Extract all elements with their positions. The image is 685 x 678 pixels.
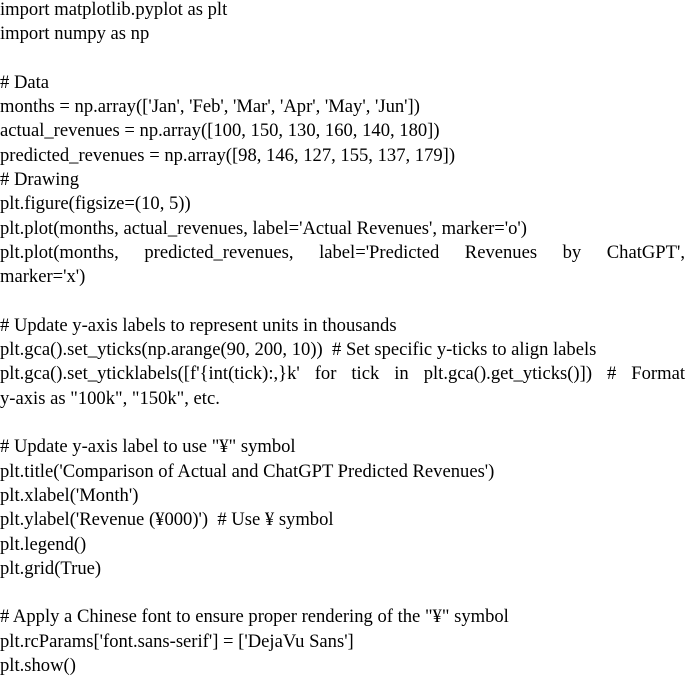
code-line-xlabel: plt.xlabel('Month') <box>0 484 139 506</box>
code-line-set-yticks: plt.gca().set_yticks(np.arange(90, 200, 10)) # Set specific y-ticks to align labels <box>0 339 597 361</box>
blank-line <box>0 290 685 314</box>
code-line-plot-predicted-cont: marker='x') <box>0 266 86 288</box>
code-comment-font: # Apply a Chinese font to ensure proper rendering of the "¥" symbol <box>0 606 509 628</box>
code-line-title: plt.title('Comparison of Actual and ChatGPT Predicted Revenues') <box>0 460 495 482</box>
code-line-plot-predicted: plt.plot(months, predicted_revenues, label='Predicted Revenues by ChatGPT', <box>0 241 685 263</box>
code-comment-data: # Data <box>0 71 50 93</box>
code-line-actual-revenues: actual_revenues = np.array([100, 150, 130, 160, 140, 180]) <box>0 120 440 142</box>
code-line-1: import matplotlib.pyplot as plt <box>0 0 228 20</box>
code-comment-yaxis-units: # Update y-axis labels to represent units in thousands <box>0 314 397 336</box>
code-line-months: months = np.array(['Jan', 'Feb', 'Mar', 'Apr', 'May', 'Jun']) <box>0 96 420 118</box>
code-line-rcparams: plt.rcParams['font.sans-serif'] = ['DejaVu Sans'] <box>0 630 354 652</box>
code-comment-drawing: # Drawing <box>0 169 80 191</box>
code-line-show: plt.show() <box>0 655 76 677</box>
code-line-predicted-revenues: predicted_revenues = np.array([98, 146, 127, 155, 137, 179]) <box>0 144 456 166</box>
blank-line <box>0 47 685 71</box>
code-line-plot-actual: plt.plot(months, actual_revenues, label='Actual Revenues', marker='o') <box>0 217 527 239</box>
code-line-figure: plt.figure(figsize=(10, 5)) <box>0 193 191 215</box>
blank-line <box>0 411 685 435</box>
code-line-grid: plt.grid(True) <box>0 557 102 579</box>
code-line-set-yticklabels-cont: y-axis as "100k", "150k", etc. <box>0 387 220 409</box>
code-line-2: import numpy as np <box>0 23 150 45</box>
code-line-ylabel: plt.ylabel('Revenue (¥000)') # Use ¥ symbol <box>0 509 334 531</box>
code-line-legend: plt.legend() <box>0 533 87 555</box>
blank-line <box>0 581 685 605</box>
code-line-set-yticklabels: plt.gca().set_yticklabels([f'{int(tick):,}k' for tick in plt.gca().get_yticks()]) # Format <box>0 363 685 385</box>
code-comment-yaxis-label: # Update y-axis label to use "¥" symbol <box>0 436 296 458</box>
